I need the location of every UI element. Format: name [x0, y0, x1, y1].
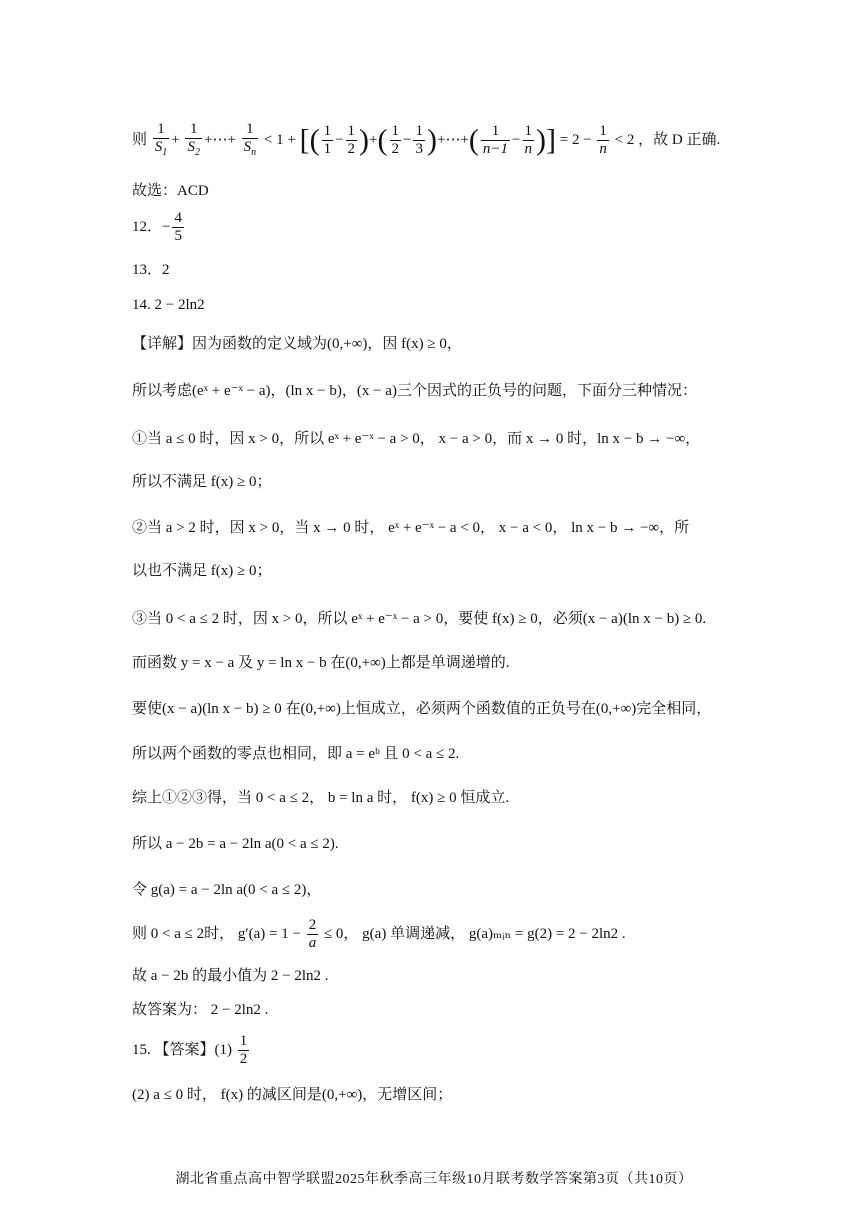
- case1-line-b: 所以不满足 f(x) ≥ 0；: [132, 474, 272, 490]
- case2-line-b: 以也不满足 f(x) ≥ 0；: [132, 563, 272, 579]
- q12-label: 12．: [132, 219, 163, 235]
- then-suffix: ≤ 0， g(a) 单调递减， g(a)ₘᵢₙ = g(2) = 2 − 2ln2 .: [323, 926, 626, 942]
- case2-line-a: ②当 a > 2 时，因 x > 0，当 x → 0 时， eˣ + e⁻ˣ − a < 0， x − a < 0， ln x − b → −∞，所: [132, 520, 690, 536]
- min-value-line: 故 a − 2b 的最小值为 2 − 2ln2 .: [132, 968, 329, 984]
- choice-line: 故选：ACD: [132, 183, 209, 199]
- inequality-suffix: ，故 D 正确.: [638, 132, 721, 148]
- frac-1-n: $\frac{1}{n}$: [599, 123, 607, 158]
- let-line: 令 g(a) = a − 2ln a(0 < a ≤ 2)，: [132, 882, 322, 898]
- q12-fraction: $\frac{4}{5}$: [174, 210, 182, 245]
- case1-line-a: ①当 a ≤ 0 时，因 x > 0，所以 eˣ + e⁻ˣ − a > 0， x − a > 0，而 x → 0 时，ln x − b → −∞，: [132, 431, 701, 447]
- inequality-result: = 2 −: [559, 132, 592, 148]
- page-footer: 湖北省重点高中智学联盟2025年秋季高三年级10月联考数学答案第3页（共10页）: [175, 1172, 693, 1187]
- inequality-lt1: < 1 +: [263, 132, 296, 148]
- summary-line: 综上①②③得，当 0 < a ≤ 2， b = ln a 时， f(x) ≥ 0 恒成立.: [132, 790, 510, 806]
- q15-line: [132, 1030, 251, 1070]
- answer-line: 故答案为： 2 − 2ln2 .: [132, 1002, 269, 1018]
- then-fraction: $\frac{2}{a}$: [308, 917, 317, 952]
- q15-label: 15. 【答案】(1): [132, 1042, 232, 1058]
- q15-fraction: $\frac{1}{2}$: [239, 1033, 248, 1068]
- frac-1-s2: $\frac{1}{S_2}$: [187, 120, 200, 158]
- then-line: [132, 914, 626, 954]
- case3-line-c: 要使(x − a)(ln x − b) ≥ 0 在(0,+∞)上恒成立，必须两个函数值的正负号在(0,+∞)完全相同，: [132, 701, 712, 717]
- so-line: 所以 a − 2b = a − 2ln a(0 < a ≤ 2).: [132, 836, 339, 852]
- q15-part2-line: (2) a ≤ 0 时， f(x) 的减区间是(0,+∞)，无增区间；: [132, 1087, 453, 1103]
- frac-1-s1: $\frac{1}{S_1}$: [154, 120, 168, 158]
- q13-line: 13．2: [132, 262, 170, 278]
- q14-line: 14. 2 − 2ln2: [132, 297, 205, 313]
- detail-line-1: 【详解】因为函数的定义域为(0,+∞)，因 f(x) ≥ 0，: [132, 336, 462, 352]
- case3-line-a: ③当 0 < a ≤ 2 时，因 x > 0，所以 eˣ + e⁻ˣ − a > 0，要使 f(x) ≥ 0，必须(x − a)(ln x − b) ≥ 0.: [132, 611, 707, 627]
- inequality-prefix: 则: [132, 132, 148, 148]
- q12-sign: −: [162, 219, 171, 235]
- inequality-line: 则 $\frac{1}{S_1}$ + $\frac{1}{S_2}$ +⋯+ $\frac{1}{S_n}$ < 1 + [( $\frac{1}{1}$ − $\frac{1}{2}$ )+( $\frac{1}{2}$ − $\frac{1}{3}$ )+⋯+( $\frac{1}{n-1}$ − $\frac{1}{n}$ )] = 2 − $\frac{1}{n}$ < 2 ，故 D 正确.: [132, 120, 720, 161]
- then-prefix: 则 0 < a ≤ 2时， g′(a) = 1 −: [132, 926, 301, 942]
- case3-line-b: 而函数 y = x − a 及 y = ln x − b 在(0,+∞)上都是单调递增的.: [132, 655, 510, 671]
- inequality-lt2: < 2: [614, 132, 635, 148]
- frac-1-sn: $\frac{1}{S_n}$: [243, 120, 257, 158]
- detail-line-2: 所以考虑(eˣ + e⁻ˣ − a)，(ln x − b)，(x − a)三个因式的正负号的问题，下面分三种情况：: [132, 383, 697, 399]
- case3-line-d: 所以两个函数的零点也相同，即 a = eᵇ 且 0 < a ≤ 2.: [132, 746, 460, 762]
- q12-line: [132, 207, 186, 247]
